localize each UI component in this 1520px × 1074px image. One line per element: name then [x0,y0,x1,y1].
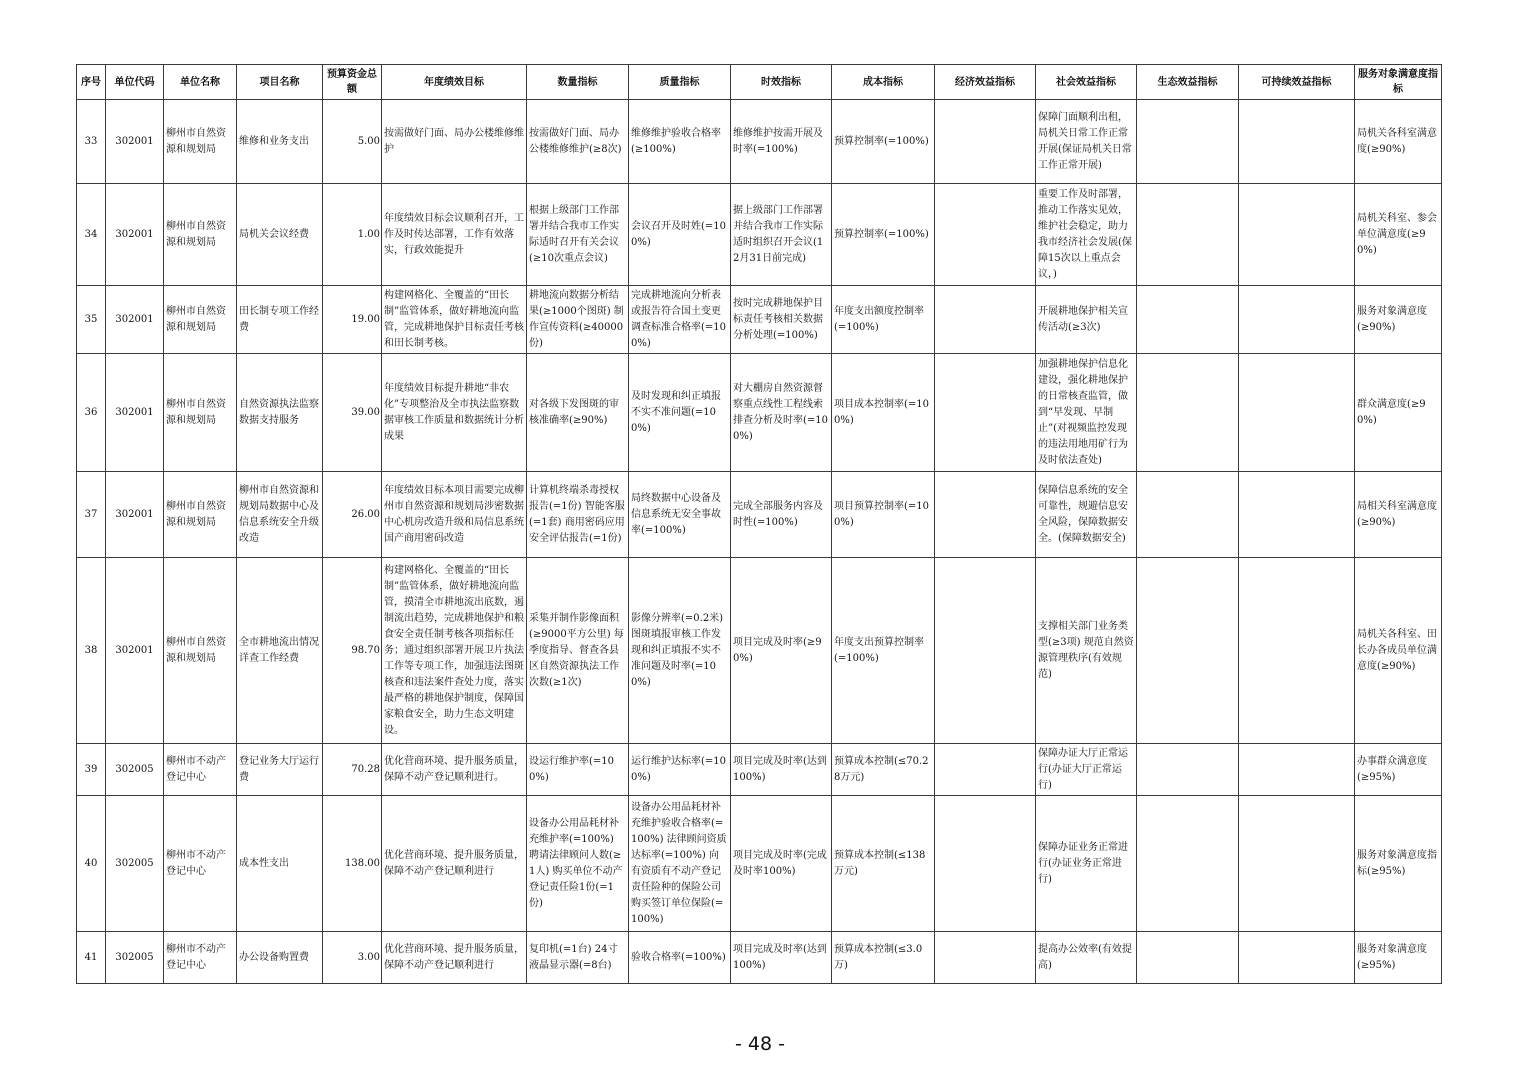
cell-project-name: 办公设备购置费 [237,932,323,984]
cell-satisfaction: 办事群众满意度(≥95%) [1355,744,1442,796]
cell-social: 保障办证业务正常进行(办证业务正常进行) [1036,796,1137,932]
cell-social: 保障门面顺利出租，局机关日常工作正常开展(保证局机关日常工作正常开展) [1036,100,1137,184]
cell-satisfaction: 群众满意度(≥90%) [1355,354,1442,472]
header-timeliness: 时效指标 [731,65,832,100]
cell-social: 重要工作及时部署，推动工作落实见效，维护社会稳定，助力我市经济社会发展(保障15次以上重点会议，) [1036,184,1137,286]
cell-cost: 预算成本控制(≤138万元) [832,796,935,932]
cell-budget: 5.00 [323,100,382,184]
cell-sustainable [1239,558,1355,744]
cell-annual-goal: 年度绩效目标提升耕地“非农化”专项整治及全市执法监察数据审核工作质量和数据统计分析成果 [382,354,527,472]
header-economic: 经济效益指标 [935,65,1036,100]
cell-satisfaction: 局机关各科室、田长办各成员单位满意度(≥90%) [1355,558,1442,744]
cell-unit-name: 柳州市自然资源和规划局 [164,100,237,184]
header-project-name: 项目名称 [237,65,323,100]
cell-timeliness: 对大棚房自然资源督察重点线性工程线索排查分析及时率(=100%) [731,354,832,472]
cell-seq: 33 [77,100,106,184]
cell-social: 加强耕地保护信息化建设，强化耕地保护的日常核查监管，做到“早发现、早制止”(对视频监控发现的违法用地用矿行为及时依法查处) [1036,354,1137,472]
cell-unit-code: 302001 [106,286,164,354]
header-row [77,65,1442,100]
cell-quality: 影像分辨率(=0.2米) 图斑填报审核工作发现和纠正填报不实不准问题及时率(=100%) [629,558,731,744]
cell-quantity: 耕地流向数据分析结果(≥1000个图斑) 制作宣传资料(≥40000份) [527,286,629,354]
cell-project-name: 全市耕地流出情况详查工作经费 [237,558,323,744]
cell-ecological [1137,744,1239,796]
cell-timeliness: 项目完成及时率(≥90%) [731,558,832,744]
cell-unit-code: 302001 [106,100,164,184]
cell-quality: 及时发现和纠正填报不实不准问题(=100%) [629,354,731,472]
cell-timeliness: 按时完成耕地保护目标责任考核相关数据分析处理(=100%) [731,286,832,354]
cell-quality: 运行维护达标率(=100%) [629,744,731,796]
cell-sustainable [1239,354,1355,472]
cell-budget: 3.00 [323,932,382,984]
cell-annual-goal: 构建网格化、全覆盖的“田长制”监管体系，做好耕地流向监管，摸清全市耕地流出底数，遏制流出趋势，完成耕地保护和粮食安全责任制考核各项指标任务；通过组织部署开展卫片执法工作等专项工作，加强违法图斑核查和违法案件查处力度，落实最严格的耕地保护制度，保障国家粮食安全，助力生态文明建设。 [382,558,527,744]
cell-unit-code: 302005 [106,932,164,984]
cell-economic [935,354,1036,472]
page-number: - 48 - [735,1033,785,1055]
cell-cost: 预算控制率(=100%) [832,184,935,286]
cell-unit-code: 302001 [106,184,164,286]
cell-project-name: 维修和业务支出 [237,100,323,184]
cell-unit-code: 302001 [106,472,164,558]
cell-unit-name: 柳州市自然资源和规划局 [164,472,237,558]
cell-quality: 验收合格率(=100%) [629,932,731,984]
cell-budget: 19.00 [323,286,382,354]
cell-social: 支撑相关部门业务类型(≥3项) 规范自然资源管理秩序(有效规范) [1036,558,1137,744]
cell-quality: 完成耕地流向分析表或报告符合国土变更调查标准合格率(=100%) [629,286,731,354]
cell-timeliness: 项目完成及时率(完成及时率100%) [731,796,832,932]
cell-satisfaction: 局相关科室满意度(≥90%) [1355,472,1442,558]
cell-timeliness: 项目完成及时率(达到100%) [731,744,832,796]
cell-quantity: 对各级下发图斑的审核准确率(≥90%) [527,354,629,472]
cell-annual-goal: 优化营商环境、提升服务质量，保障不动产登记顺利进行 [382,796,527,932]
cell-seq: 34 [77,184,106,286]
cell-unit-name: 柳州市自然资源和规划局 [164,558,237,744]
table-row [77,796,1442,932]
header-budget: 预算资金总额 [323,65,382,100]
table-row [77,286,1442,354]
cell-project-name: 局机关会议经费 [237,184,323,286]
cell-quantity: 采集并制作影像面积(≥9000平方公里) 每季度指导、督查各县区自然资源执法工作次数(≥1次) [527,558,629,744]
header-social: 社会效益指标 [1036,65,1137,100]
cell-timeliness: 项目完成及时率(达到100%) [731,932,832,984]
cell-satisfaction: 服务对象满意度(≥90%) [1355,286,1442,354]
cell-cost: 年度支出额度控制率(=100%) [832,286,935,354]
cell-timeliness: 维修维护按需开展及时率(=100%) [731,100,832,184]
cell-annual-goal: 优化营商环境、提升服务质量，保障不动产登记顺利进行。 [382,744,527,796]
cell-timeliness: 据上级部门工作部署并结合我市工作实际适时组织召开会议(12月31日前完成) [731,184,832,286]
cell-project-name: 登记业务大厅运行费 [237,744,323,796]
cell-quantity: 根据上级部门工作部署并结合我市工作实际适时召开有关会议(≥10次重点会议) [527,184,629,286]
cell-seq: 41 [77,932,106,984]
cell-annual-goal: 年度绩效目标会议顺利召开，工作及时传达部署，工作有效落实，行政效能提升 [382,184,527,286]
cell-social: 保障信息系统的安全可靠性，规避信息安全风险，保障数据安全。(保障数据安全) [1036,472,1137,558]
cell-social: 开展耕地保护相关宣传活动(≥3次) [1036,286,1137,354]
cell-economic [935,932,1036,984]
cell-quantity: 按需做好门面、局办公楼维修维护(≥8次) [527,100,629,184]
header-cost: 成本指标 [832,65,935,100]
header-unit-name: 单位名称 [164,65,237,100]
cell-economic [935,472,1036,558]
table-row [77,100,1442,184]
cell-timeliness: 完成全部服务内容及时性(=100%) [731,472,832,558]
cell-cost: 年度支出预算控制率(=100%) [832,558,935,744]
cell-unit-code: 302001 [106,558,164,744]
cell-seq: 38 [77,558,106,744]
cell-quantity: 计算机终端杀毒授权报告(=1份) 智能客服(=1套) 商用密码应用安全评估报告(=1份) [527,472,629,558]
cell-ecological [1137,100,1239,184]
table-row [77,744,1442,796]
cell-quantity: 复印机(=1台) 24寸液晶显示器(=8台) [527,932,629,984]
cell-project-name: 自然资源执法监察数据支持服务 [237,354,323,472]
cell-cost: 预算控制率(=100%) [832,100,935,184]
cell-economic [935,744,1036,796]
cell-ecological [1137,472,1239,558]
cell-cost: 预算成本控制(≤70.28万元) [832,744,935,796]
cell-social: 保障办证大厅正常运行(办证大厅正常运行) [1036,744,1137,796]
cell-unit-name: 柳州市自然资源和规划局 [164,354,237,472]
cell-sustainable [1239,472,1355,558]
cell-quality: 维修维护验收合格率(≥100%) [629,100,731,184]
cell-quantity: 设备办公用品耗材补充维护率(=100%) 聘请法律顾问人数(≥1人) 购买单位不动产登记责任险1份(=1份) [527,796,629,932]
table-row [77,184,1442,286]
cell-seq: 39 [77,744,106,796]
cell-economic [935,184,1036,286]
header-seq: 序号 [77,65,106,100]
cell-unit-name: 柳州市不动产登记中心 [164,796,237,932]
cell-sustainable [1239,932,1355,984]
cell-economic [935,558,1036,744]
cell-sustainable [1239,184,1355,286]
cell-quality: 局终数据中心设备及信息系统无安全事故率(=100%) [629,472,731,558]
cell-sustainable [1239,796,1355,932]
cell-budget: 98.70 [323,558,382,744]
cell-sustainable [1239,100,1355,184]
cell-project-name: 成本性支出 [237,796,323,932]
cell-sustainable [1239,744,1355,796]
cell-annual-goal: 按需做好门面、局办公楼维修维护 [382,100,527,184]
cell-satisfaction: 局机关科室、参会单位满意度(≥90%) [1355,184,1442,286]
cell-ecological [1137,184,1239,286]
cell-annual-goal: 优化营商环境、提升服务质量，保障不动产登记顺利进行 [382,932,527,984]
cell-unit-name: 柳州市不动产登记中心 [164,744,237,796]
cell-budget: 1.00 [323,184,382,286]
cell-budget: 138.00 [323,796,382,932]
cell-sustainable [1239,286,1355,354]
cell-seq: 37 [77,472,106,558]
header-unit-code: 单位代码 [106,65,164,100]
cell-quality: 会议召开及时姓(=100%) [629,184,731,286]
table-row [77,354,1442,472]
table-row [77,932,1442,984]
cell-economic [935,286,1036,354]
cell-annual-goal: 年度绩效目标本项目需要完成柳州市自然资源和规划局涉密数据中心机房改造升级和局信息系统国产商用密码改造 [382,472,527,558]
cell-satisfaction: 局机关各科室满意度(≥90%) [1355,100,1442,184]
cell-project-name: 田长制专项工作经费 [237,286,323,354]
cell-quality: 设备办公用品耗材补充维护验收合格率(=100%) 法律顾问资质达标率(=100%) 向有资质有不动产登记责任险种的保险公司购买签订单位保险(=100%) [629,796,731,932]
cell-economic [935,100,1036,184]
cell-ecological [1137,354,1239,472]
cell-seq: 40 [77,796,106,932]
header-quantity: 数量指标 [527,65,629,100]
cell-project-name: 柳州市自然资源和规划局数据中心及信息系统安全升级改造 [237,472,323,558]
header-ecological: 生态效益指标 [1137,65,1239,100]
cell-ecological [1137,286,1239,354]
cell-economic [935,796,1036,932]
table-row [77,558,1442,744]
cell-unit-code: 302001 [106,354,164,472]
cell-ecological [1137,796,1239,932]
cell-satisfaction: 服务对象满意度(≥95%) [1355,932,1442,984]
cell-unit-name: 柳州市自然资源和规划局 [164,184,237,286]
cell-annual-goal: 构建网格化、全覆盖的“田长制”监管体系，做好耕地流向监管，完成耕地保护目标责任考核和田长制考核。 [382,286,527,354]
cell-unit-name: 柳州市自然资源和规划局 [164,286,237,354]
cell-budget: 70.28 [323,744,382,796]
header-sustainable: 可持续效益指标 [1239,65,1355,100]
cell-satisfaction: 服务对象满意度指标(≥95%) [1355,796,1442,932]
cell-unit-code: 302005 [106,744,164,796]
cell-social: 提高办公效率(有效提高) [1036,932,1137,984]
cell-seq: 35 [77,286,106,354]
cell-ecological [1137,558,1239,744]
cell-budget: 26.00 [323,472,382,558]
header-quality: 质量指标 [629,65,731,100]
cell-ecological [1137,932,1239,984]
cell-unit-name: 柳州市不动产登记中心 [164,932,237,984]
cell-cost: 项目预算控制率(=100%) [832,472,935,558]
cell-seq: 36 [77,354,106,472]
cell-cost: 预算成本控制(≤3.0万) [832,932,935,984]
cell-cost: 项目成本控制率(=100%) [832,354,935,472]
table-row [77,472,1442,558]
cell-unit-code: 302005 [106,796,164,932]
header-satisfaction: 服务对象满意度指标 [1355,65,1442,100]
cell-budget: 39.00 [323,354,382,472]
header-annual-goal: 年度绩效目标 [382,65,527,100]
performance-table [76,64,1442,984]
cell-quantity: 设运行维护率(=100%) [527,744,629,796]
